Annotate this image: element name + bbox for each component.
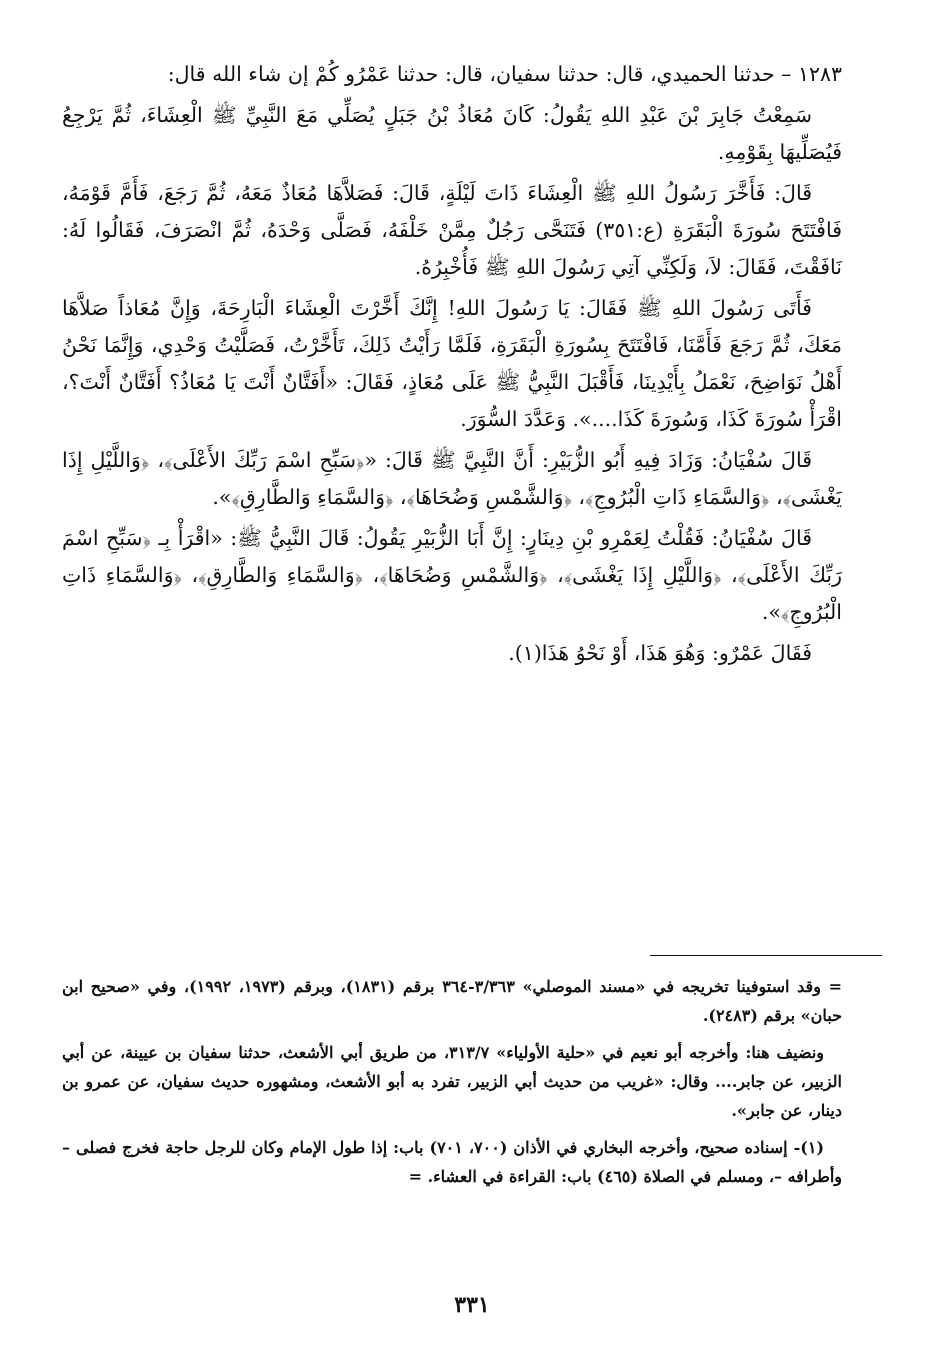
hadith-text bbox=[62, 56, 842, 672]
page-body bbox=[62, 56, 842, 676]
page-number: ٣٣١ bbox=[454, 1292, 490, 1318]
footnote-1: (١)- إسناده صحيح، وأخرجه البخاري في الأذان (٧٠٠، ٧٠١) باب: إذا طول الإمام وكان للرجل حاجة فخرج فصلى –وأطرافه –، ومسلم في الصلاة (٤٦٥) باب: القراءة في العشاء. = bbox=[62, 1138, 842, 1186]
footnote-continuation: = وقد استوفينا تخريجه في «مسند الموصلي» ٣/٣٦٣-٣٦٤ برقم (١٨٣١)، وبرقم (١٩٧٣، ١٩٩٢)، وفي «صحيح ابن حبان» برقم (٢٤٨٣). bbox=[62, 977, 843, 1025]
hadith-paragraph-5: قَالَ سُفْيَانُ: فَقُلْتُ لِعَمْرِو بْنِ دِينَارٍ: إِنَّ أَبَا الزُّبَيْرِ يَقُولُ: قَالَ النَّبِيُّ ﷺ: «اقْرَأْ بِـ ﴿سَبِّحِ اسْمَ رَبِّكَ الأَعْلَى﴾، ﴿وَاللَّيْلِ إِذَا يَغْشَى﴾، ﴿وَالشَّمْسِ وَضُحَاهَا﴾، ﴿وَالسَّمَاءِ وَالطَّارِقِ﴾، ﴿وَالسَّمَاءِ ذَاتِ الْبُرُوجِ﴾». bbox=[62, 526, 842, 624]
hadith-heading: ١٢٨٣ – حدثنا الحميدي، قال: حدثنا سفيان، قال: حدثنا عَمْرُو كُمْ إن شاء الله قال: bbox=[167, 62, 842, 86]
hadith-paragraph-2: قَالَ: فَأَخَّرَ رَسُولُ اللهِ ﷺ الْعِشَاءَ ذَاتَ لَيْلَةٍ، قَالَ: فَصَلاَّهَا مُعَاذٌ مَعَهُ، ثُمَّ رَجَعَ، فَأَمَّ قَوْمَهُ، فَافْتَتَحَ سُورَةَ الْبَقَرَةِ (ع:٣٥١) فَتَنَحَّى رَجُلٌ مِمَّنْ خَلْفَهُ، فَصَلَّى وَحْدَهُ، ثُمَّ انْصَرَفَ، فَقَالُوا لَهُ: نَافَقْتَ، فَقَالَ: لاَ، وَلَكِنِّي آتِي رَسُولَ اللهِ ﷺ فَأُخْبِرُهُ. bbox=[62, 181, 842, 279]
hadith-paragraph-4: قَالَ سُفْيَانُ: وَزَادَ فِيهِ أَبُو الزُّبَيْرِ: أَنَّ النَّبِيَّ ﷺ قَالَ: «﴿سَبِّحِ اسْمَ رَبِّكَ الأَعْلَى﴾، ﴿وَاللَّيْلِ إِذَا يَغْشَى﴾، ﴿وَالسَّمَاءِ ذَاتِ الْبُرُوجِ﴾، ﴿وَالشَّمْسِ وَضُحَاهَا﴾، ﴿وَالسَّمَاءِ وَالطَّارِقِ﴾». bbox=[62, 448, 842, 509]
hadith-paragraph-1: سَمِعْتُ جَابِرَ بْنَ عَبْدِ اللهِ يَقُولُ: كَانَ مُعَاذُ بْنُ جَبَلٍ يُصَلِّي مَعَ النَّبِيِّ ﷺ الْعِشَاءَ، ثُمَّ يَرْجِعُ فَيُصَلِّيهَا بِقَوْمِهِ. bbox=[62, 103, 842, 164]
footnotes bbox=[62, 972, 842, 1199]
footnote-addition: ونضيف هنا: وأخرجه أبو نعيم في «حلية الأولياء» ٣١٣/٧، من طريق أبي الأشعث، حدثنا سفيان بن عيينة، عن أبي الزبير، عن جابر.... وقال: «غريب من حديث أبي الزبير، تفرد به أبو الأشعث، ومشهوره حديث سفيان، عن عمرو بن دينار، عن جابر». bbox=[62, 1043, 842, 1120]
hadith-paragraph-3: فَأَتَى رَسُولَ اللهِ ﷺ فَقَالَ: يَا رَسُولَ اللهِ! إِنَّكَ أَخَّرْتَ الْعِشَاءَ الْبَارِحَةَ، وَإِنَّ مُعَاذاً صَلاَّهَا مَعَكَ، ثُمَّ رَجَعَ فَأَمَّنَا، فَافْتَتَحَ بِسُورَةِ الْبَقَرَةِ، فَلَمَّا رَأَيْتُ ذَلِكَ، تَأَخَّرْتُ، فَصَلَّيْتُ وَحْدِي، وَإِنَّمَا نَحْنُ أَهْلُ نَوَاضِحَ، نَعْمَلُ بِأَيْدِينَا، فَأَقْبَلَ النَّبِيُّ ﷺ عَلَى مُعَاذٍ، فَقَالَ: «أَفَتَّانٌ أَنْتَ يَا مُعَاذُ؟ أَفَتَّانٌ أَنْتَ؟، اقْرَأْ سُورَةَ كَذَا، وَسُورَةَ كَذَا....». وَعَدَّدَ السُّوَرَ. bbox=[62, 296, 842, 431]
footnote-divider bbox=[650, 955, 882, 956]
hadith-paragraph-6: فَقَالَ عَمْرٌو: وَهُوَ هَذَا، أَوْ نَحْوُ هَذَا(١). bbox=[508, 641, 812, 665]
